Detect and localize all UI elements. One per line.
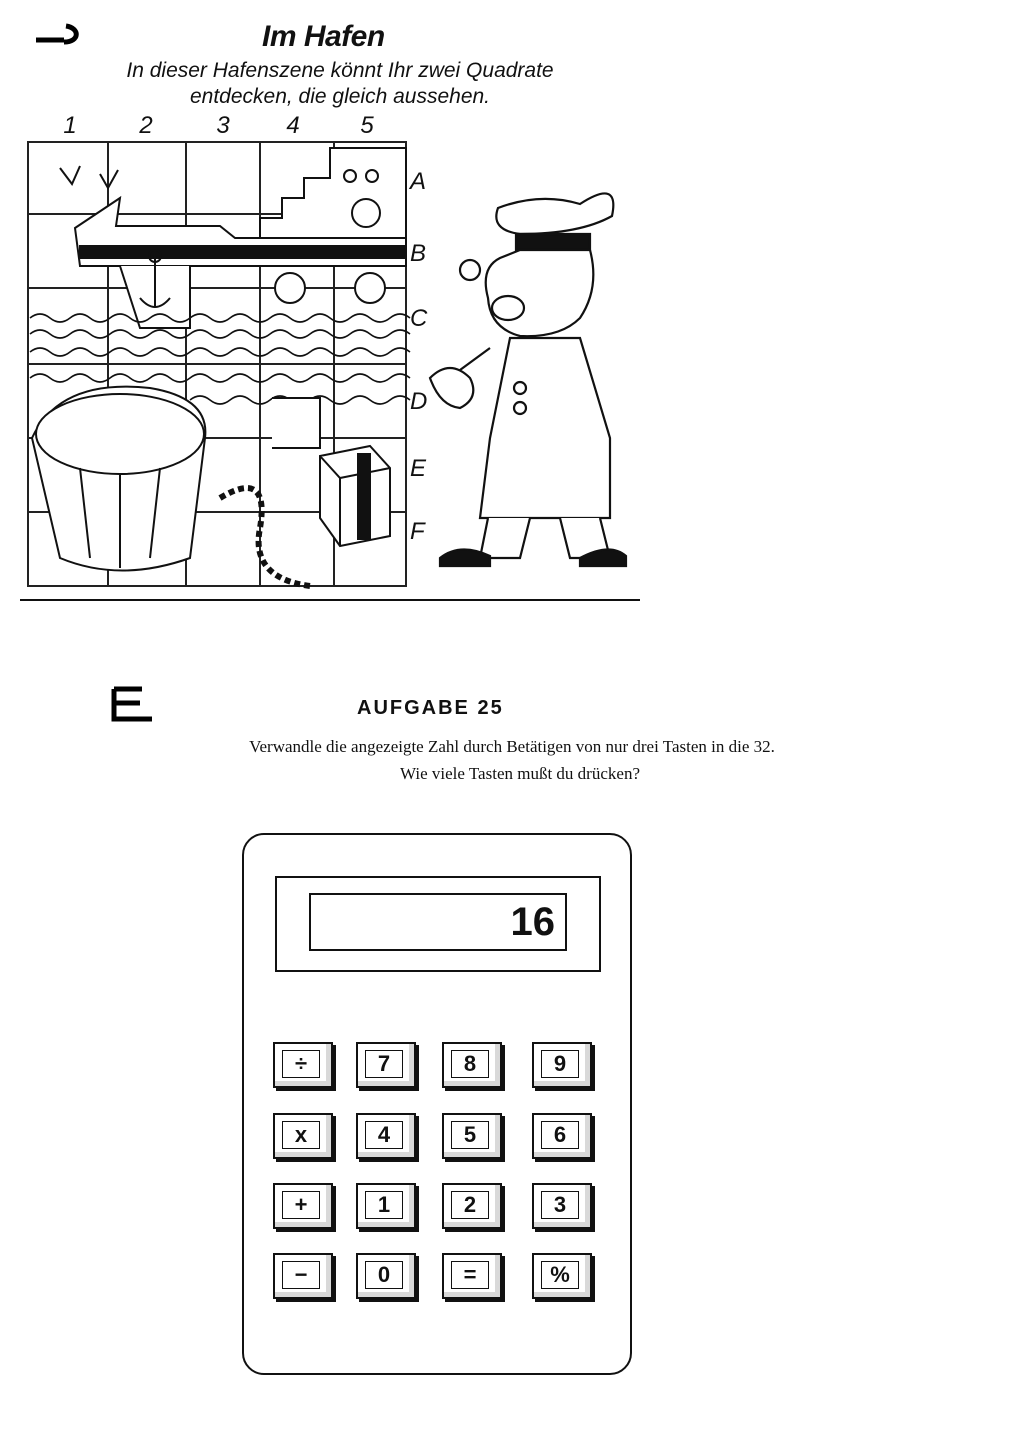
section-letter-d [34, 20, 84, 46]
key-label: 6 [541, 1121, 579, 1149]
key-6[interactable] [532, 1113, 592, 1159]
seagulls [60, 166, 118, 188]
task-title: AUFGABE 25 [357, 697, 504, 719]
key-label: 8 [451, 1050, 489, 1078]
key-plus[interactable] [273, 1183, 333, 1229]
instruction-text [40, 58, 640, 110]
task-instruction-line-1: Verwandle die angezeigte Zahl durch Betätigen von nur drei Tasten in die 32. [249, 737, 775, 756]
key-label: + [282, 1191, 320, 1219]
key-label: 0 [365, 1261, 403, 1289]
key-2[interactable] [442, 1183, 502, 1229]
key-minus[interactable] [273, 1253, 333, 1299]
key-5[interactable] [442, 1113, 502, 1159]
column-label-5: 5 [360, 112, 374, 139]
key-label: 1 [365, 1191, 403, 1219]
calculator [242, 833, 632, 1375]
section-letter-e [108, 685, 158, 723]
row-label-e: E [410, 455, 427, 482]
key-multiply[interactable] [273, 1113, 333, 1159]
harbor-scene-illustration [20, 138, 640, 608]
key-1[interactable] [356, 1183, 416, 1229]
key-label: % [541, 1261, 579, 1289]
key-label: 5 [451, 1121, 489, 1149]
crate [320, 446, 390, 546]
column-label-1: 1 [63, 112, 77, 139]
key-divide[interactable] [273, 1042, 333, 1088]
key-label: 3 [541, 1191, 579, 1219]
key-3[interactable] [532, 1183, 592, 1229]
key-label: 7 [365, 1050, 403, 1078]
key-percent[interactable] [532, 1253, 592, 1299]
key-8[interactable] [442, 1042, 502, 1088]
worksheet-title: Im Hafen [262, 20, 385, 53]
key-label: = [451, 1261, 489, 1289]
row-label-b: B [410, 240, 427, 267]
key-label: − [282, 1261, 320, 1289]
key-0[interactable] [356, 1253, 416, 1299]
column-label-2: 2 [139, 112, 153, 139]
key-label: ÷ [282, 1050, 320, 1078]
rope [220, 488, 310, 586]
ship [75, 148, 406, 328]
row-label-c: C [410, 305, 428, 332]
row-label-f: F [410, 518, 425, 545]
key-9[interactable] [532, 1042, 592, 1088]
row-label-d: D [410, 388, 428, 415]
calculator-display-frame [275, 876, 601, 972]
column-label-3: 3 [216, 112, 230, 139]
barrel [32, 387, 205, 571]
instruction-line-2: entdecken, die gleich aussehen. [189, 85, 491, 108]
row-label-a: A [410, 168, 427, 195]
key-4[interactable] [356, 1113, 416, 1159]
column-label-4: 4 [286, 112, 300, 139]
key-7[interactable] [356, 1042, 416, 1088]
key-label: 4 [365, 1121, 403, 1149]
bollard [272, 398, 320, 448]
calculator-display: 16 [309, 893, 567, 951]
task-question-line-2: Wie viele Tasten mußt du drücken? [400, 764, 640, 783]
key-label: 2 [451, 1191, 489, 1219]
sailor-figure [430, 193, 626, 566]
key-label: x [282, 1121, 320, 1149]
instruction-line-1: In dieser Hafenszene könnt Ihr zwei Quadrate [126, 59, 554, 82]
key-label: 9 [541, 1050, 579, 1078]
key-equals[interactable] [442, 1253, 502, 1299]
